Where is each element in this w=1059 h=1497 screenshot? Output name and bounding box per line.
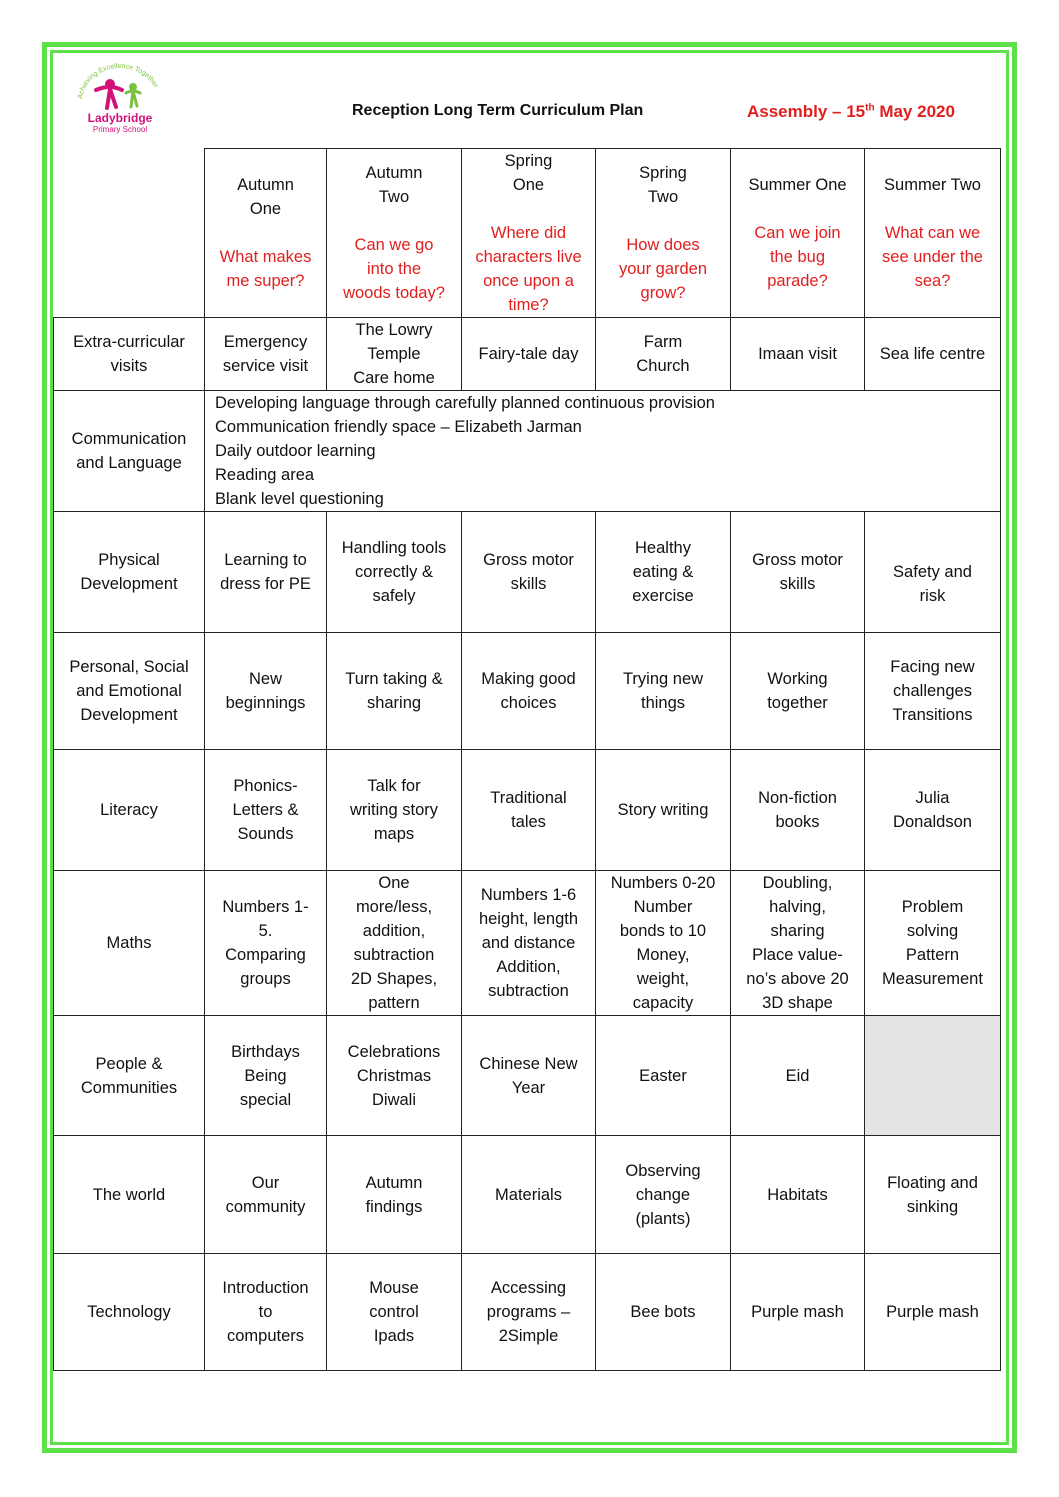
table-cell: Farm Church <box>596 318 731 391</box>
table-cell: Making good choices <box>462 633 596 750</box>
table-cell: Julia Donaldson <box>865 750 1001 871</box>
table-cell: Chinese New Year <box>462 1016 596 1136</box>
table-cell: Our community <box>205 1136 327 1254</box>
table-row-physical <box>54 512 1001 633</box>
table-row-visits <box>54 318 1001 391</box>
communication-cell: Developing language through carefully planned continuous provision Communication friendly space – Elizabeth Jarman Daily outdoor learning Reading area Blank level questioning <box>205 391 1001 512</box>
table-cell: The Lowry Temple Care home <box>327 318 462 391</box>
table-header-row <box>54 149 1001 318</box>
assembly-prefix: Assembly – 15 <box>747 102 866 121</box>
term-theme: What can we see under the sea? <box>882 224 983 290</box>
empty-cell <box>865 1016 1001 1136</box>
table-cell: Learning to dress for PE <box>205 512 327 633</box>
row-label: Literacy <box>54 750 205 871</box>
table-cell: Facing new challenges Transitions <box>865 633 1001 750</box>
term-theme: Can we join the bug parade? <box>754 224 841 290</box>
table-cell: Eid <box>731 1016 865 1136</box>
svg-text:Achieving Excellence Together <box>77 63 159 99</box>
row-label: Personal, Social and Emotional Development <box>54 633 205 750</box>
table-cell: Purple mash <box>731 1254 865 1371</box>
table-cell: Bee bots <box>596 1254 731 1371</box>
table-cell: Problem solving Pattern Measurement <box>865 871 1001 1016</box>
table-cell: Gross motor skills <box>462 512 596 633</box>
table-row-communication <box>54 391 1001 512</box>
row-label: Extra-curricular visits <box>54 318 205 391</box>
curriculum-table <box>53 148 1001 1371</box>
term-name: Autumn Two <box>365 164 423 206</box>
table-cell: Habitats <box>731 1136 865 1254</box>
table-cell: Phonics- Letters & Sounds <box>205 750 327 871</box>
logo-school-subtitle: Primary School <box>92 125 148 134</box>
assembly-sup: th <box>865 102 875 114</box>
table-cell: Floating and sinking <box>865 1136 1001 1254</box>
table-cell: Sea life centre <box>865 318 1001 391</box>
school-logo <box>70 62 170 140</box>
term-name: Summer One <box>748 176 847 194</box>
table-cell: Numbers 1- 5. Comparing groups <box>205 871 327 1016</box>
term-header <box>462 149 596 318</box>
table-cell: New beginnings <box>205 633 327 750</box>
term-header <box>205 149 327 318</box>
table-cell: Trying new things <box>596 633 731 750</box>
assembly-date <box>747 102 955 122</box>
term-theme: Can we go into the woods today? <box>343 236 445 302</box>
table-cell: Gross motor skills <box>731 512 865 633</box>
table-cell: Materials <box>462 1136 596 1254</box>
table-row-world <box>54 1136 1001 1254</box>
table-cell: Mouse control Ipads <box>327 1254 462 1371</box>
term-header <box>327 149 462 318</box>
table-cell: Easter <box>596 1016 731 1136</box>
row-label: The world <box>54 1136 205 1254</box>
term-name: Spring One <box>504 152 553 194</box>
table-cell: Healthy eating & exercise <box>596 512 731 633</box>
logo-figures-icon <box>70 62 170 112</box>
table-cell: Numbers 1-6 height, length and distance Addition, subtraction <box>462 871 596 1016</box>
table-cell: Emergency service visit <box>205 318 327 391</box>
table-row-psed <box>54 633 1001 750</box>
row-label: People & Communities <box>54 1016 205 1136</box>
row-label: Maths <box>54 871 205 1016</box>
logo-motto: Achieving Excellence Together <box>77 62 160 100</box>
table-cell: Autumn findings <box>327 1136 462 1254</box>
term-theme: Where did characters live once upon a time? <box>475 224 582 314</box>
table-cell: Fairy-tale day <box>462 318 596 391</box>
table-row-maths <box>54 871 1001 1016</box>
term-name: Summer Two <box>884 176 981 194</box>
term-theme: How does your garden grow? <box>618 236 708 302</box>
table-cell: Numbers 0-20 Number bonds to 10 Money, weight, capacity <box>596 871 731 1016</box>
term-name: Spring Two <box>639 164 687 206</box>
row-label: Physical Development <box>54 512 205 633</box>
table-cell: Talk for writing story maps <box>327 750 462 871</box>
table-corner-cell <box>54 149 205 318</box>
row-label: Technology <box>54 1254 205 1371</box>
page-title: Reception Long Term Curriculum Plan <box>352 102 644 119</box>
table-cell: Handling tools correctly & safely <box>327 512 462 633</box>
term-theme: What makes me super? <box>219 248 312 290</box>
table-cell: Working together <box>731 633 865 750</box>
table-cell: One more/less, addition, subtraction 2D Shapes, pattern <box>327 871 462 1016</box>
table-cell: Imaan visit <box>731 318 865 391</box>
table-row-technology <box>54 1254 1001 1371</box>
term-name: Autumn One <box>237 176 294 218</box>
table-cell: Celebrations Christmas Diwali <box>327 1016 462 1136</box>
term-header <box>596 149 731 318</box>
assembly-suffix: May 2020 <box>874 102 955 121</box>
table-cell: Safety and risk <box>865 512 1001 633</box>
term-header <box>731 149 865 318</box>
logo-school-name: Ladybridge <box>87 111 153 125</box>
table-cell: Observing change (plants) <box>596 1136 731 1254</box>
table-cell: Doubling, halving, sharing Place value- no’s above 20 3D shape <box>731 871 865 1016</box>
row-label: Communication and Language <box>54 391 205 512</box>
table-cell: Birthdays Being special <box>205 1016 327 1136</box>
term-header <box>865 149 1001 318</box>
table-cell: Story writing <box>596 750 731 871</box>
table-cell: Turn taking & sharing <box>327 633 462 750</box>
table-cell: Introduction to computers <box>205 1254 327 1371</box>
table-cell: Accessing programs – 2Simple <box>462 1254 596 1371</box>
table-cell: Purple mash <box>865 1254 1001 1371</box>
table-row-people <box>54 1016 1001 1136</box>
table-cell: Non-fiction books <box>731 750 865 871</box>
table-cell: Traditional tales <box>462 750 596 871</box>
table-row-literacy <box>54 750 1001 871</box>
